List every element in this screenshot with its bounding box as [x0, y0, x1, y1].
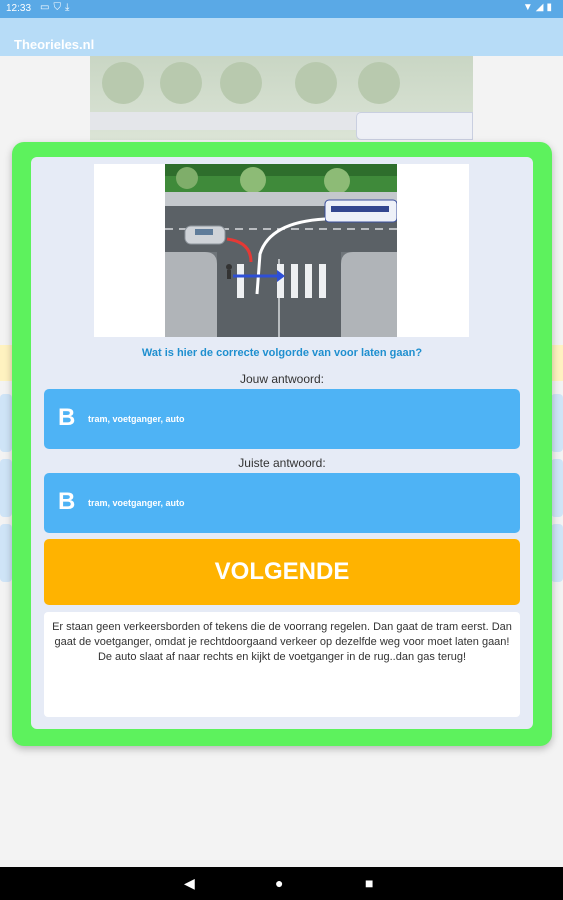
next-button[interactable]: VOLGENDE — [44, 539, 520, 605]
recents-icon[interactable]: ■ — [365, 875, 374, 891]
background-answer-button — [551, 459, 563, 517]
background-answer-button — [0, 459, 12, 517]
correct-answer-card — [44, 473, 520, 533]
wifi-icon: ▼ — [522, 2, 536, 13]
correct-answer-label: Juiste antwoord: — [238, 456, 326, 470]
background-answer-button — [0, 524, 12, 582]
home-icon[interactable]: ● — [275, 875, 284, 891]
answer-letter: B — [58, 488, 76, 515]
answer-letter: B — [58, 404, 76, 431]
your-answer-label: Jouw antwoord: — [239, 372, 325, 386]
download-icon: ⤓ — [64, 2, 74, 13]
app-title: Theorieles.nl — [14, 37, 95, 52]
status-bar — [0, 0, 563, 18]
battery-icon: ▮ — [546, 2, 555, 13]
navigation-bar — [0, 867, 563, 900]
result-dialog-content — [31, 157, 533, 729]
shield-icon: ⛉ — [53, 2, 65, 13]
message-icon: ▭ — [40, 2, 54, 13]
background-answer-button — [551, 524, 563, 582]
background-answer-button — [551, 394, 563, 452]
back-icon[interactable]: ◀ — [184, 875, 195, 891]
background-answer-button — [0, 394, 12, 452]
status-time: 12:33 — [6, 3, 32, 14]
signal-icon: ◢ — [535, 2, 547, 13]
intersection-illustration — [165, 164, 397, 337]
answer-text: tram, voetganger, auto — [88, 414, 185, 424]
question-image — [94, 164, 469, 337]
question-text: Wat is hier de correcte volgorde van voor laten gaan? — [141, 347, 423, 359]
your-answer-card — [44, 389, 520, 449]
notification-icons — [40, 2, 73, 13]
result-dialog — [12, 142, 552, 746]
app-bar — [0, 18, 563, 56]
system-icons — [523, 2, 555, 13]
answer-text: tram, voetganger, auto — [88, 498, 185, 508]
explanation-text: Er staan geen verkeersborden of tekens die de voorrang regelen. Dan gaat de tram eerst. Dan gaat de voetganger, omdat je rechtdoorgaand verkeer op dezelfde weg voor moet laten gaan! De auto slaat af naar rechts en kijkt de voetganger in de rug..dan gas terug! — [44, 612, 520, 717]
background-question-image — [90, 56, 473, 140]
